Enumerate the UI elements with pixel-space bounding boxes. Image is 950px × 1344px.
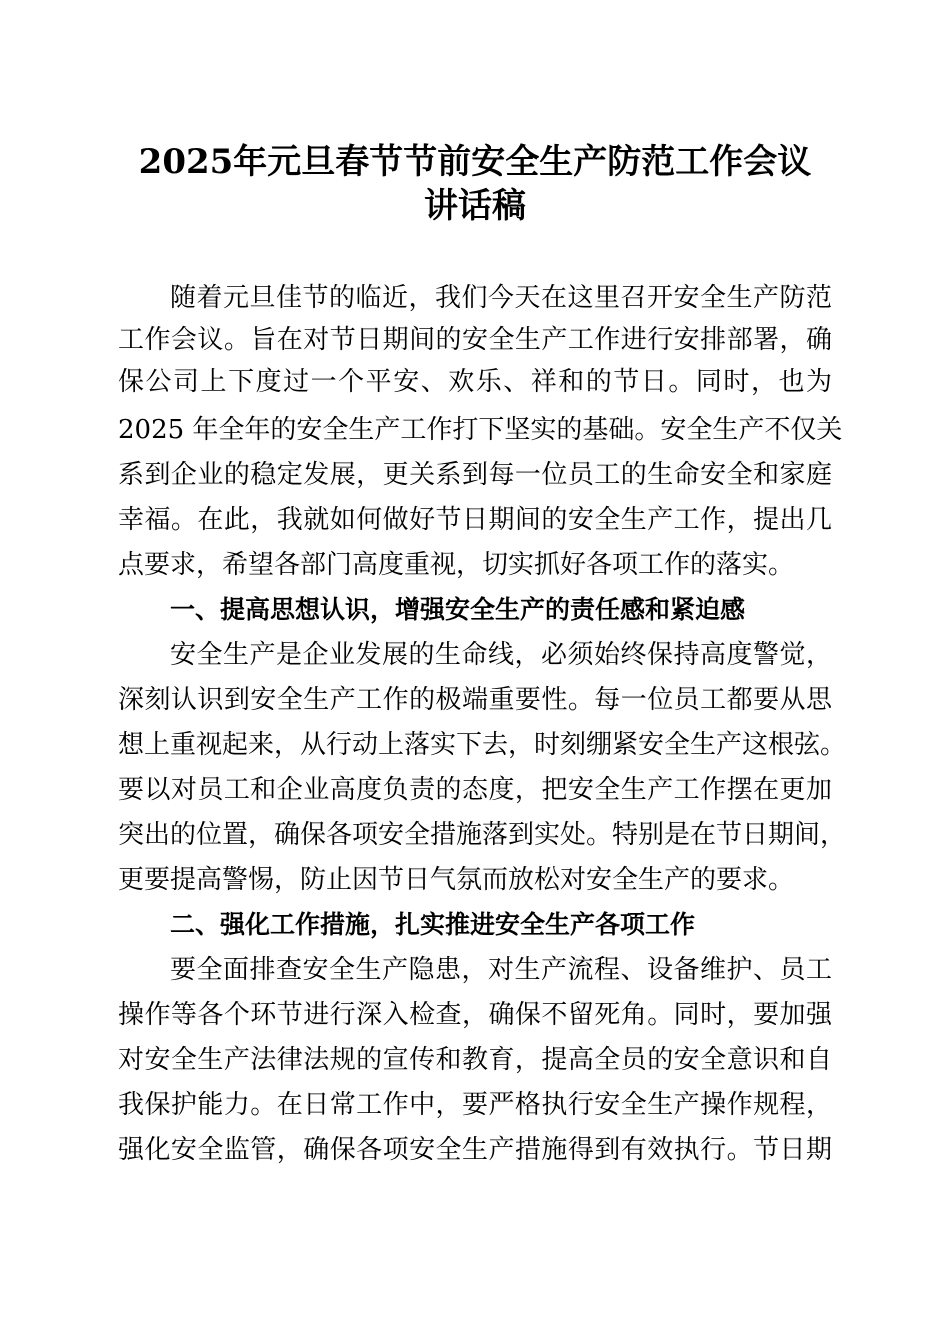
paragraph-line: 对安全生产法律法规的宣传和教育，提高全员的安全意识和自: [118, 1045, 832, 1075]
paragraph-line: 系到企业的稳定发展，更关系到每一位员工的生命安全和家庭: [118, 460, 832, 490]
paragraph-line: 安全生产是企业发展的生命线，必须始终保持高度警觉，: [170, 640, 832, 670]
paragraph-line: 2025 年全年的安全生产工作打下坚实的基础。安全生产不仅关: [118, 415, 843, 445]
paragraph-line: 强化安全监管，确保各项安全生产措施得到有效执行。节日期: [118, 1135, 832, 1165]
section-heading-2: 二、强化工作措施，扎实推进安全生产各项工作: [170, 910, 696, 939]
paragraph-line: 突出的位置，确保各项安全措施落到实处。特别是在节日期间，: [118, 820, 847, 850]
paragraph-line: 点要求，希望各部门高度重视，切实抓好各项工作的落实。: [118, 550, 795, 580]
paragraph-line: 深刻认识到安全生产工作的极端重要性。每一位员工都要从思: [118, 685, 832, 715]
paragraph-line: 保公司上下度过一个平安、欢乐、祥和的节日。同时，也为: [118, 367, 832, 397]
paragraph-line: 操作等各个环节进行深入检查，确保不留死角。同时，要加强: [118, 1000, 832, 1030]
paragraph-line: 我保护能力。在日常工作中，要严格执行安全生产操作规程，: [118, 1090, 832, 1120]
paragraph-line: 要以对员工和企业高度负责的态度，把安全生产工作摆在更加: [118, 775, 832, 805]
document-title: 2025年元旦春节节前安全生产防范工作会议: [138, 142, 812, 182]
paragraph-line: 幸福。在此，我就如何做好节日期间的安全生产工作，提出几: [118, 505, 832, 535]
section-heading-1: 一、提高思想认识，增强安全生产的责任感和紧迫感: [170, 595, 746, 624]
paragraph-line: 更要提高警惕，防止因节日气氛而放松对安全生产的要求。: [118, 865, 795, 895]
paragraph-line: 随着元旦佳节的临近，我们今天在这里召开安全生产防范: [170, 283, 832, 313]
paragraph-line: 要全面排查安全生产隐患，对生产流程、设备维护、员工: [170, 955, 832, 985]
paragraph-line: 想上重视起来，从行动上落实下去，时刻绷紧安全生产这根弦。: [118, 730, 847, 760]
document-title-continued: 讲话稿: [424, 186, 526, 226]
paragraph-line: 工作会议。旨在对节日期间的安全生产工作进行安排部署，确: [118, 325, 832, 355]
